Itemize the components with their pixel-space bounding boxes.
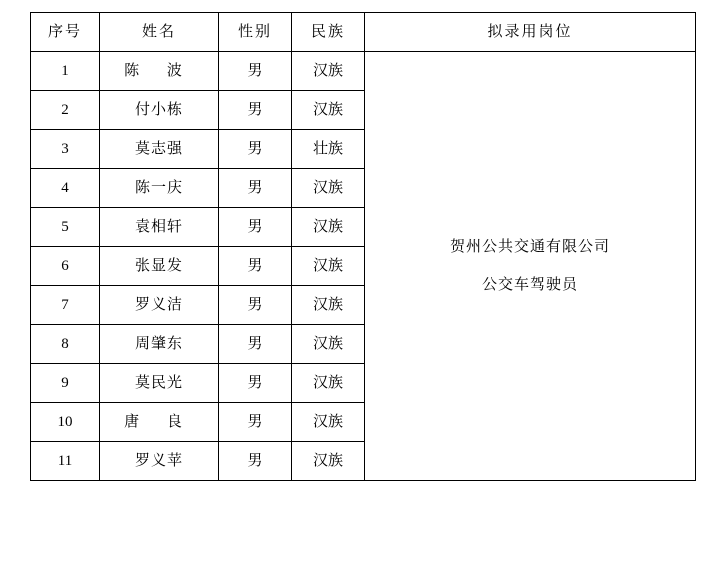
post-line-2: 公交车驾驶员 (481, 277, 578, 293)
header-cell-name: 姓名 (100, 13, 219, 52)
cell-no: 5 (31, 208, 100, 247)
cell-sex: 男 (219, 130, 292, 169)
cell-no: 1 (31, 52, 100, 91)
cell-sex: 男 (219, 52, 292, 91)
post-line-1: 贺州公共交通有限公司 (449, 239, 610, 255)
cell-ethnicity: 汉族 (292, 247, 365, 286)
cell-ethnicity: 汉族 (292, 52, 365, 91)
cell-sex: 男 (219, 91, 292, 130)
cell-no: 6 (31, 247, 100, 286)
cell-no: 11 (31, 442, 100, 481)
cell-name: 唐 良 (100, 403, 219, 442)
cell-sex: 男 (219, 403, 292, 442)
cell-ethnicity: 汉族 (292, 364, 365, 403)
cell-no: 4 (31, 169, 100, 208)
cell-sex: 男 (219, 208, 292, 247)
header-cell-post: 拟录用岗位 (365, 13, 696, 52)
header-cell-sex: 性别 (219, 13, 292, 52)
cell-sex: 男 (219, 286, 292, 325)
cell-sex: 男 (219, 169, 292, 208)
header-cell-ethnicity: 民族 (292, 13, 365, 52)
cell-ethnicity: 汉族 (292, 286, 365, 325)
header-cell-no: 序号 (31, 13, 100, 52)
cell-no: 7 (31, 286, 100, 325)
cell-sex: 男 (219, 442, 292, 481)
cell-name: 袁相轩 (100, 208, 219, 247)
cell-ethnicity: 汉族 (292, 208, 365, 247)
cell-no: 10 (31, 403, 100, 442)
cell-name: 张显发 (100, 247, 219, 286)
cell-no: 8 (31, 325, 100, 364)
cell-post (365, 52, 696, 481)
cell-ethnicity: 汉族 (292, 325, 365, 364)
cell-sex: 男 (219, 247, 292, 286)
cell-name: 陈一庆 (100, 169, 219, 208)
table-row (31, 52, 696, 91)
cell-name: 周肇东 (100, 325, 219, 364)
cell-name: 莫民光 (100, 364, 219, 403)
cell-sex: 男 (219, 364, 292, 403)
cell-sex: 男 (219, 325, 292, 364)
cell-name: 付小栋 (100, 91, 219, 130)
candidate-roster-table (30, 12, 696, 481)
cell-name: 罗义洁 (100, 286, 219, 325)
cell-no: 3 (31, 130, 100, 169)
cell-name: 陈 波 (100, 52, 219, 91)
cell-no: 2 (31, 91, 100, 130)
cell-ethnicity: 汉族 (292, 169, 365, 208)
table-body (31, 52, 696, 481)
cell-name: 莫志强 (100, 130, 219, 169)
cell-ethnicity: 壮族 (292, 130, 365, 169)
table-header-row (31, 13, 696, 52)
cell-name: 罗义苹 (100, 442, 219, 481)
cell-ethnicity: 汉族 (292, 403, 365, 442)
cell-ethnicity: 汉族 (292, 91, 365, 130)
table-header (31, 13, 696, 52)
cell-no: 9 (31, 364, 100, 403)
cell-ethnicity: 汉族 (292, 442, 365, 481)
